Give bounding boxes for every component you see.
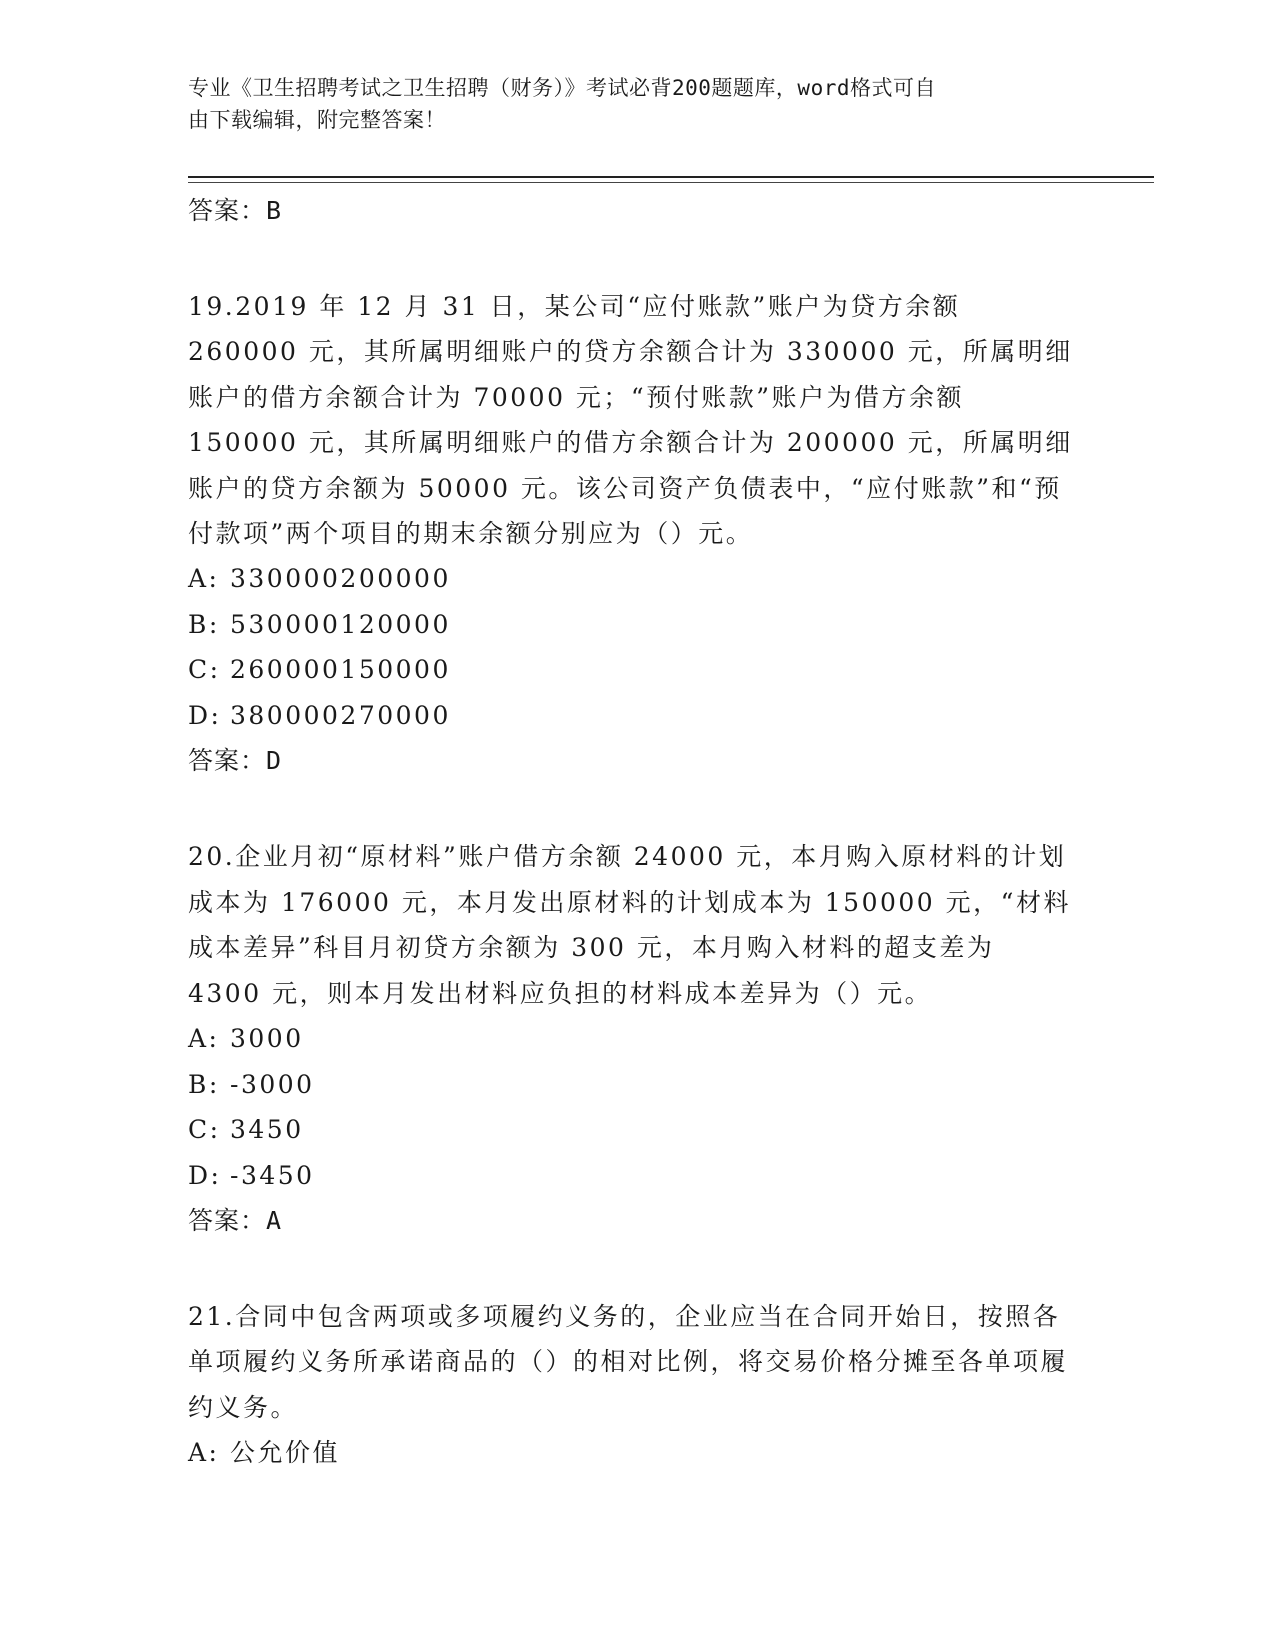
document-header bbox=[188, 72, 1068, 136]
option-letter: A: bbox=[188, 1438, 220, 1468]
option-text: -3000 bbox=[230, 1069, 315, 1099]
question-text: 20.企业月初“原材料”账户借方余额 24000 元，本月购入原材料的计划成本为 176000 元，本月发出原材料的计划成本为 150000 元，“材料成本差异”科目月初贷方余额为 300 元，本月购入材料的超支差为 4300 元，则本月发出材料应负担的材料成本差异为（）元。 bbox=[188, 842, 1071, 1008]
option-text: 3000 bbox=[230, 1024, 304, 1054]
option-d bbox=[188, 1153, 1078, 1199]
document-body bbox=[188, 188, 1078, 1476]
answer-line: 答案：B bbox=[188, 196, 283, 225]
question-text: 19.2019 年 12 月 31 日，某公司“应付账款”账户为贷方余额 260000 元，其所属明细账户的贷方余额合计为 330000 元，所属明细账户的借方余额合计为 70000 元；“预付账款”账户为借方余额 150000 元，其所属明细账户的借方余额合计为 200000 元，所属明细账户的贷方余额为 50000 元。该公司资产负债表中，“应付账款”和“预付款项”两个项目的期末余额分别应为（）元。 bbox=[188, 292, 1073, 549]
question-block bbox=[188, 834, 1078, 1244]
option-letter: C: bbox=[188, 655, 221, 685]
question-block bbox=[188, 284, 1078, 784]
option-a bbox=[188, 556, 1078, 602]
option-d bbox=[188, 693, 1078, 739]
option-letter: A: bbox=[188, 1024, 220, 1054]
option-text: 公允价值 bbox=[230, 1438, 341, 1468]
option-letter: A: bbox=[188, 564, 220, 594]
option-letter: D: bbox=[188, 1160, 222, 1190]
option-a bbox=[188, 1430, 1078, 1476]
option-b bbox=[188, 1062, 1078, 1108]
option-text: 530000120000 bbox=[230, 609, 451, 639]
answer-line: 答案：A bbox=[188, 1206, 283, 1236]
option-letter: D: bbox=[188, 700, 222, 730]
option-b bbox=[188, 602, 1078, 648]
option-text: -3450 bbox=[230, 1160, 315, 1190]
header-line-1: 专业《卫生招聘考试之卫生招聘（财务）》考试必背200题题库，word格式可自 bbox=[188, 76, 936, 100]
option-letter: C: bbox=[188, 1115, 221, 1145]
option-text: 330000200000 bbox=[230, 564, 451, 594]
option-text: 380000270000 bbox=[230, 700, 451, 730]
option-c bbox=[188, 1107, 1078, 1153]
header-rule-thin bbox=[188, 182, 1154, 183]
option-text: 3450 bbox=[230, 1115, 304, 1145]
header-rule-thick bbox=[188, 176, 1154, 178]
option-letter: B: bbox=[188, 1069, 220, 1099]
option-c bbox=[188, 647, 1078, 693]
option-a bbox=[188, 1016, 1078, 1062]
option-letter: B: bbox=[188, 609, 220, 639]
question-text: 21.合同中包含两项或多项履约义务的，企业应当在合同开始日，按照各单项履约义务所承诺商品的（）的相对比例，将交易价格分摊至各单项履约义务。 bbox=[188, 1302, 1069, 1422]
question-block bbox=[188, 1294, 1078, 1476]
header-line-2: 由下载编辑，附完整答案！ bbox=[188, 108, 446, 132]
option-text: 260000150000 bbox=[230, 655, 451, 685]
answer-line: 答案：D bbox=[188, 746, 283, 776]
